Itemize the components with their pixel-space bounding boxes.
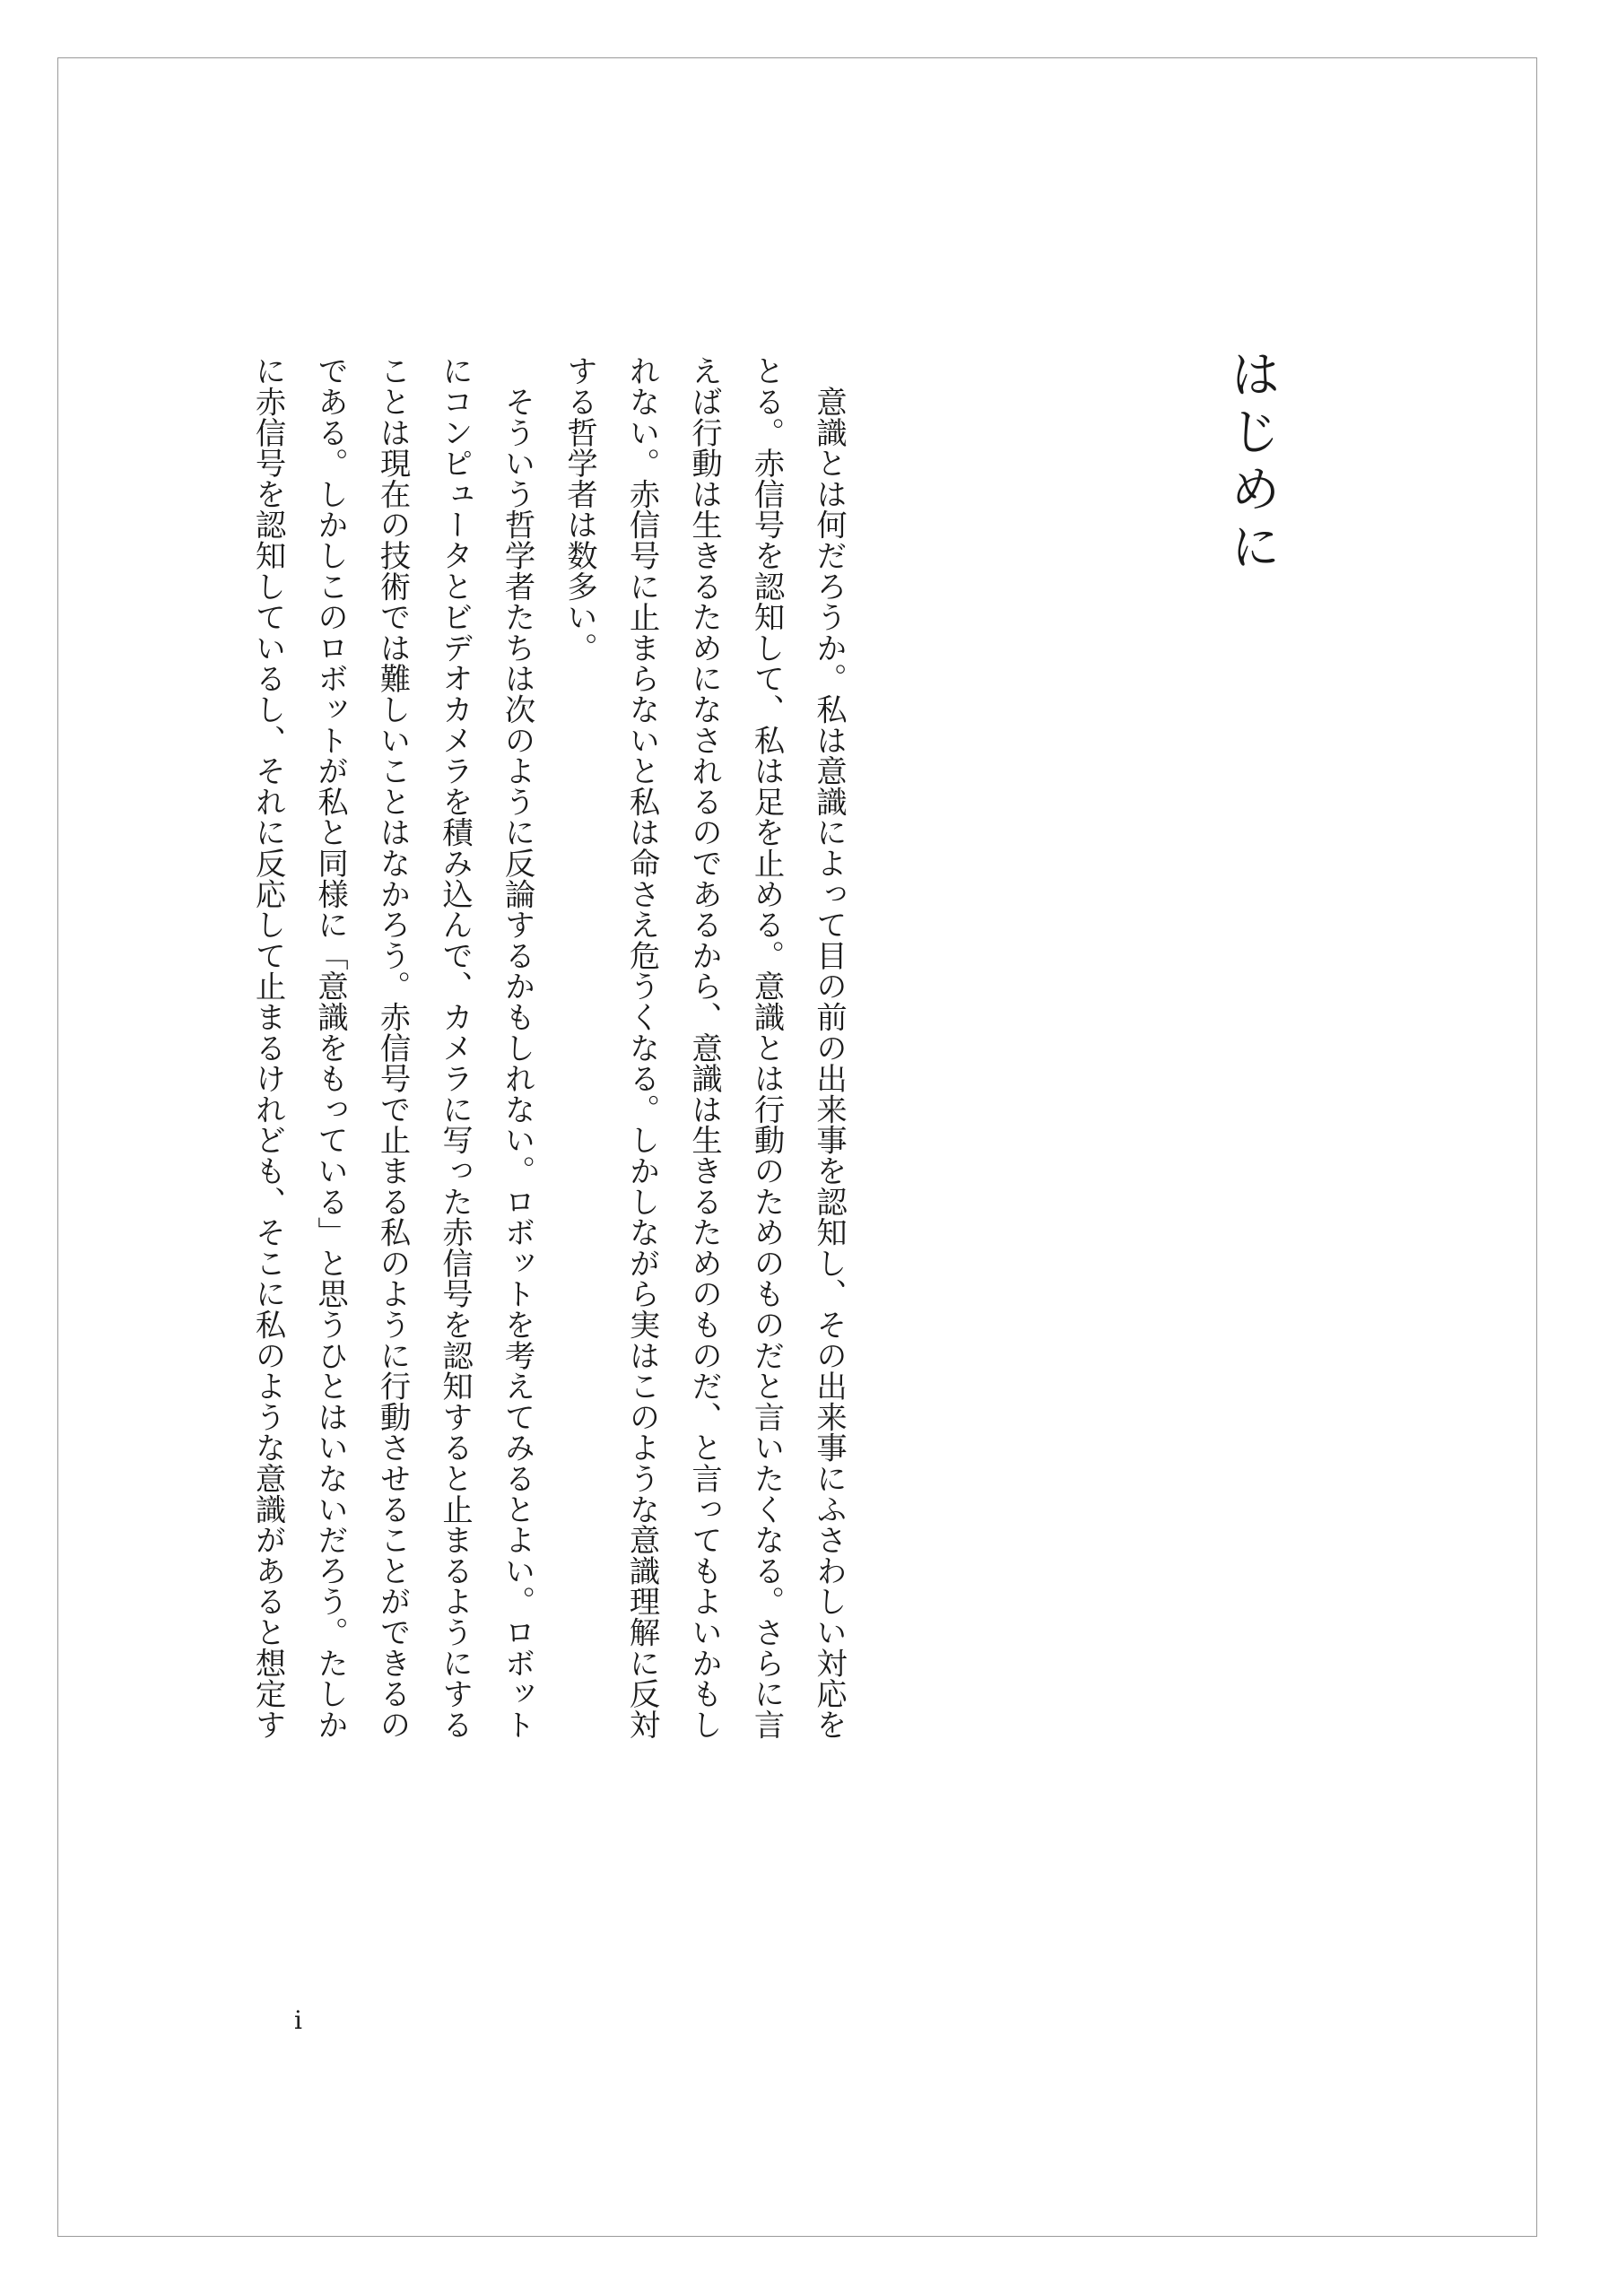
text-line: 意識とは何だろうか。私は意識によって目の前の出来事を認知し、その出来事にふさわしい対応を — [811, 355, 847, 1740]
chapter-title: はじめに — [1222, 348, 1281, 578]
body-text — [236, 355, 859, 1898]
text-line: れない。赤信号に止まらないと私は命さえ危うくなる。しかしながら実はこのような意識理解に反対 — [623, 355, 660, 1740]
text-line: に赤信号を認知しているし、それに反応して止まるけれども、そこに私のような意識があると想定す — [249, 355, 286, 1740]
text-line: えば行動は生きるためになされるのであるから、意識は生きるためのものだ、と言ってもよいかもし — [686, 355, 722, 1740]
text-line: である。しかしこのロボットが私と同様に「意識をもっている」と思うひとはいないだろう。たしか — [312, 355, 348, 1740]
text-line: とる。赤信号を認知して、私は足を止める。意識とは行動のためのものだと言いたくなる。さらに言 — [748, 355, 785, 1740]
text-line: にコンピュータとビデオカメラを積み込んで、カメラに写った赤信号を認知すると止まるようにする — [437, 355, 473, 1740]
text-line: する哲学者は数多い。 — [561, 355, 597, 663]
text-line: ことは現在の技術では難しいことはなかろう。赤信号で止まる私のように行動させることができるの — [374, 355, 411, 1740]
page-number: i — [294, 2005, 302, 2035]
text-line: そういう哲学者たちは次のように反論するかもしれない。ロボットを考えてみるとよい。ロボット — [499, 355, 535, 1740]
